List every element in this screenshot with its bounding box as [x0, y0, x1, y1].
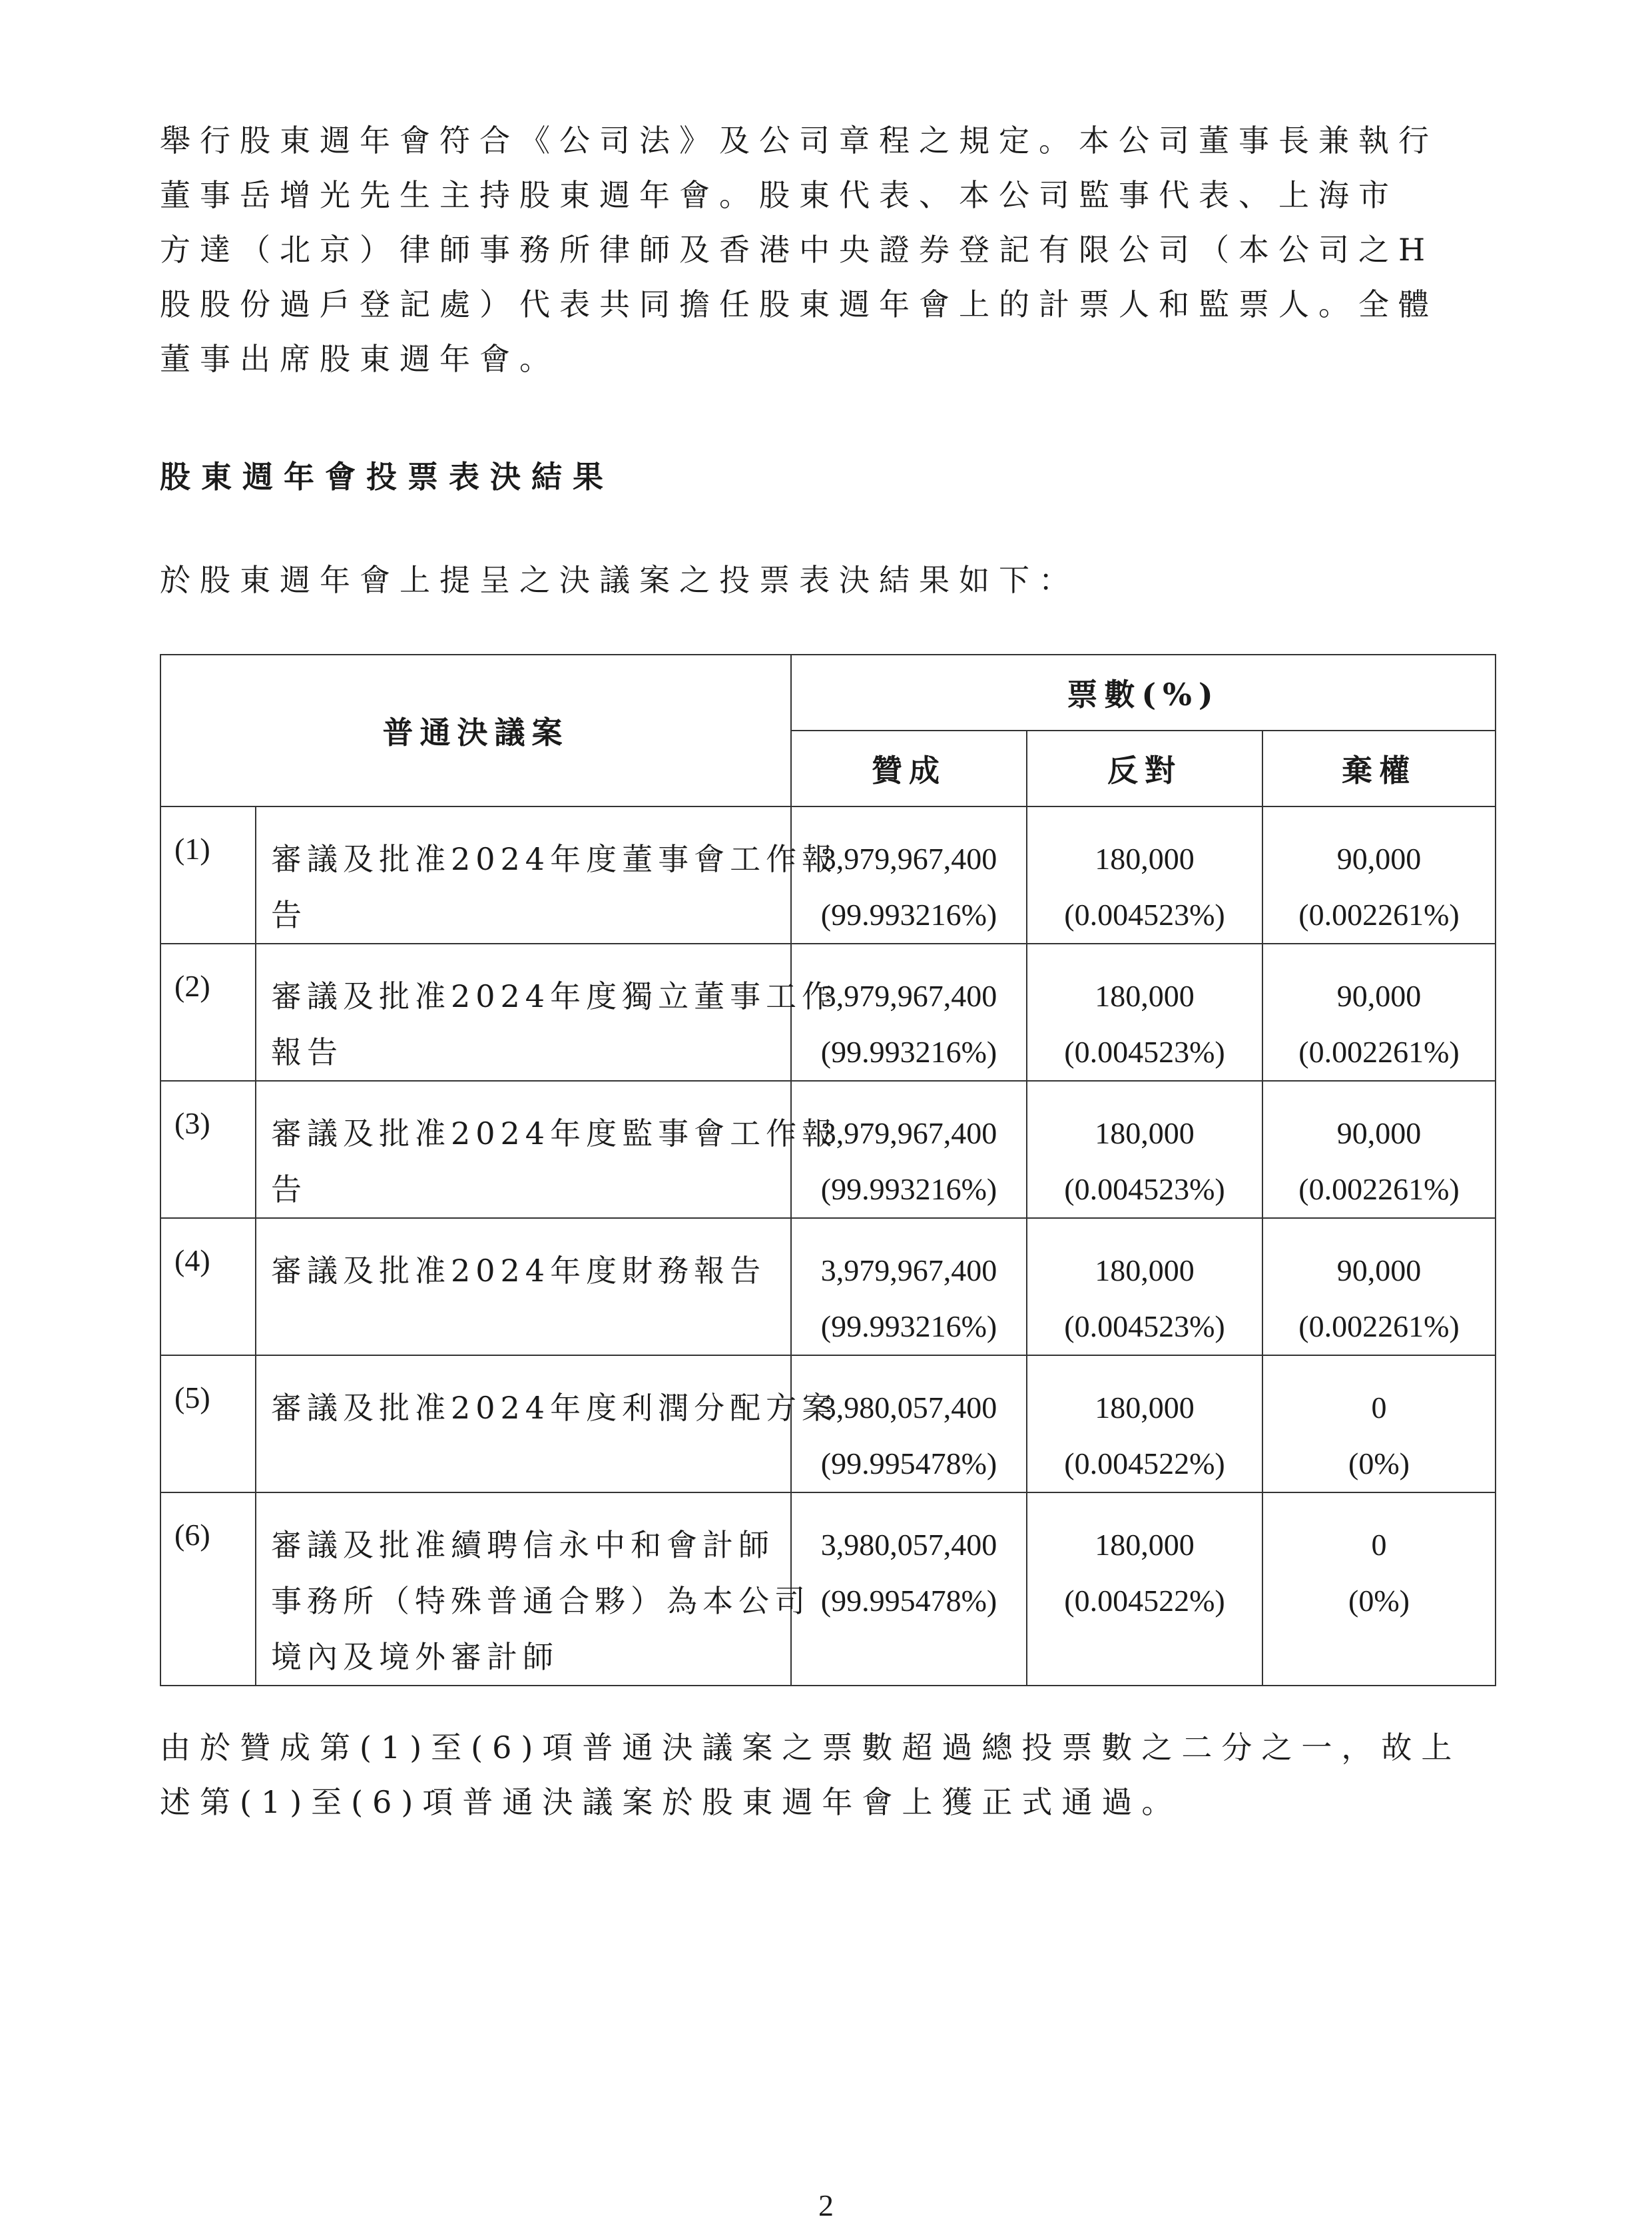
intro-text: 於股東週年會上提呈之決議案之投票表決結果如下：	[160, 562, 1079, 598]
resolution-number: (2)	[160, 944, 256, 1081]
for-count: 3,979,967,400	[820, 1116, 997, 1150]
against-pct: (0.004523%)	[1064, 1035, 1225, 1069]
resolution-number: (6)	[160, 1492, 256, 1686]
against-count: 180,000	[1095, 1116, 1195, 1150]
for-pct: (99.993216%)	[820, 898, 997, 932]
description-line: 告	[271, 1171, 307, 1207]
table-row	[160, 1081, 1496, 1218]
description-line: 審議及批准續聘信永中和會計師	[271, 1527, 774, 1563]
resolution-description	[256, 944, 838, 1081]
abstain-pct: (0.002261%)	[1298, 1309, 1460, 1343]
against-votes	[1027, 1081, 1262, 1218]
resolution-description	[256, 1218, 791, 1355]
description-line: 審議及批准2024年度監事會工作報	[271, 1115, 838, 1151]
header-votes: 票數(%)	[791, 655, 1496, 731]
document-page	[160, 113, 1495, 1820]
against-pct: (0.004522%)	[1064, 1446, 1225, 1480]
resolution-description	[256, 1355, 838, 1492]
against-votes	[1027, 1492, 1262, 1686]
abstain-pct: (0.002261%)	[1298, 1035, 1460, 1069]
paragraph-line: 董事出席股東週年會。	[160, 341, 559, 377]
paragraph-line: 舉行股東週年會符合《公司法》及公司章程之規定。本公司董事長兼執行	[160, 123, 1438, 159]
against-pct: (0.004523%)	[1064, 1172, 1225, 1206]
description-line: 事務所（特殊普通合夥）為本公司	[271, 1583, 810, 1619]
table-row	[160, 1355, 1496, 1492]
abstain-pct: (0.002261%)	[1298, 898, 1460, 932]
resolution-description	[256, 1492, 810, 1686]
against-count: 180,000	[1095, 842, 1195, 876]
against-votes	[1027, 1355, 1262, 1492]
voting-results-table	[160, 654, 1496, 1686]
abstain-votes	[1262, 806, 1496, 944]
resolution-number: (4)	[160, 1218, 256, 1355]
against-votes	[1027, 1218, 1262, 1355]
for-pct: (99.993216%)	[820, 1172, 997, 1206]
against-pct: (0.004523%)	[1064, 1309, 1225, 1343]
table-row	[160, 1492, 1496, 1686]
page-number: 2	[818, 2188, 834, 2222]
abstain-count: 90,000	[1336, 979, 1422, 1013]
header-for: 贊成	[791, 731, 1027, 806]
resolution-description	[256, 806, 838, 944]
against-count: 180,000	[1095, 1391, 1195, 1425]
for-votes	[791, 1355, 1027, 1492]
for-votes	[791, 1492, 1027, 1686]
abstain-votes	[1262, 1081, 1496, 1218]
for-pct: (99.995478%)	[820, 1584, 997, 1618]
paragraph-line: 股股份過戶登記處）代表共同擔任股東週年會上的計票人和監票人。全體	[160, 286, 1438, 322]
description-line: 報告	[271, 1034, 343, 1070]
against-votes	[1027, 944, 1262, 1081]
abstain-votes	[1262, 944, 1496, 1081]
abstain-votes	[1262, 1492, 1496, 1686]
against-pct: (0.004522%)	[1064, 1584, 1225, 1618]
abstain-votes	[1262, 1218, 1496, 1355]
opening-paragraph	[160, 113, 1495, 386]
description-line: 審議及批准2024年度獨立董事工作	[271, 978, 838, 1014]
abstain-pct: (0%)	[1348, 1446, 1410, 1480]
header-against: 反對	[1027, 731, 1262, 806]
for-count: 3,979,967,400	[820, 1253, 997, 1287]
against-votes	[1027, 806, 1262, 944]
description-line: 審議及批准2024年度利潤分配方案	[271, 1390, 838, 1426]
abstain-count: 90,000	[1336, 1253, 1422, 1287]
for-votes	[791, 806, 1027, 944]
abstain-pct: (0.002261%)	[1298, 1172, 1460, 1206]
for-count: 3,979,967,400	[820, 842, 997, 876]
header-abstain: 棄權	[1262, 731, 1496, 806]
table-row	[160, 944, 1496, 1081]
description-line: 境內及境外審計師	[271, 1639, 559, 1675]
resolution-number: (5)	[160, 1355, 256, 1492]
for-pct: (99.995478%)	[820, 1446, 997, 1480]
description-line: 告	[271, 897, 307, 933]
against-count: 180,000	[1095, 1528, 1195, 1562]
abstain-count: 90,000	[1336, 1116, 1422, 1150]
against-count: 180,000	[1095, 979, 1195, 1013]
against-count: 180,000	[1095, 1253, 1195, 1287]
abstain-votes	[1262, 1355, 1496, 1492]
table-row	[160, 1218, 1496, 1355]
paragraph-line: 由於贊成第(1)至(6)項普通決議案之票數超過總投票數之二分之一，故上	[160, 1730, 1462, 1765]
resolution-number: (1)	[160, 806, 256, 944]
against-pct: (0.004523%)	[1064, 898, 1225, 932]
for-pct: (99.993216%)	[820, 1309, 997, 1343]
resolution-number: (3)	[160, 1081, 256, 1218]
abstain-pct: (0%)	[1348, 1584, 1410, 1618]
for-count: 3,980,057,400	[820, 1391, 997, 1425]
for-votes	[791, 944, 1027, 1081]
for-votes	[791, 1081, 1027, 1218]
conclusion-paragraph	[160, 1720, 1461, 1829]
abstain-count: 90,000	[1336, 842, 1422, 876]
abstain-count: 0	[1371, 1391, 1387, 1425]
paragraph-line: 述第(1)至(6)項普通決議案於股東週年會上獲正式通過。	[160, 1784, 1182, 1820]
for-count: 3,979,967,400	[820, 979, 997, 1013]
paragraph-line: 董事岳增光先生主持股東週年會。股東代表、本公司監事代表、上海市	[160, 177, 1398, 213]
resolution-description	[256, 1081, 838, 1218]
table-row	[160, 806, 1496, 944]
header-resolution: 普通決議案	[160, 655, 791, 806]
section-heading: 股東週年會投票表決結果	[160, 459, 614, 495]
paragraph-line: 方達（北京）律師事務所律師及香港中央證券登記有限公司（本公司之H	[160, 232, 1435, 268]
for-votes	[791, 1218, 1027, 1355]
description-line: 審議及批准2024年度財務報告	[271, 1253, 766, 1289]
abstain-count: 0	[1371, 1528, 1387, 1562]
for-pct: (99.993216%)	[820, 1035, 997, 1069]
for-count: 3,980,057,400	[820, 1528, 997, 1562]
description-line: 審議及批准2024年度董事會工作報	[271, 841, 838, 877]
